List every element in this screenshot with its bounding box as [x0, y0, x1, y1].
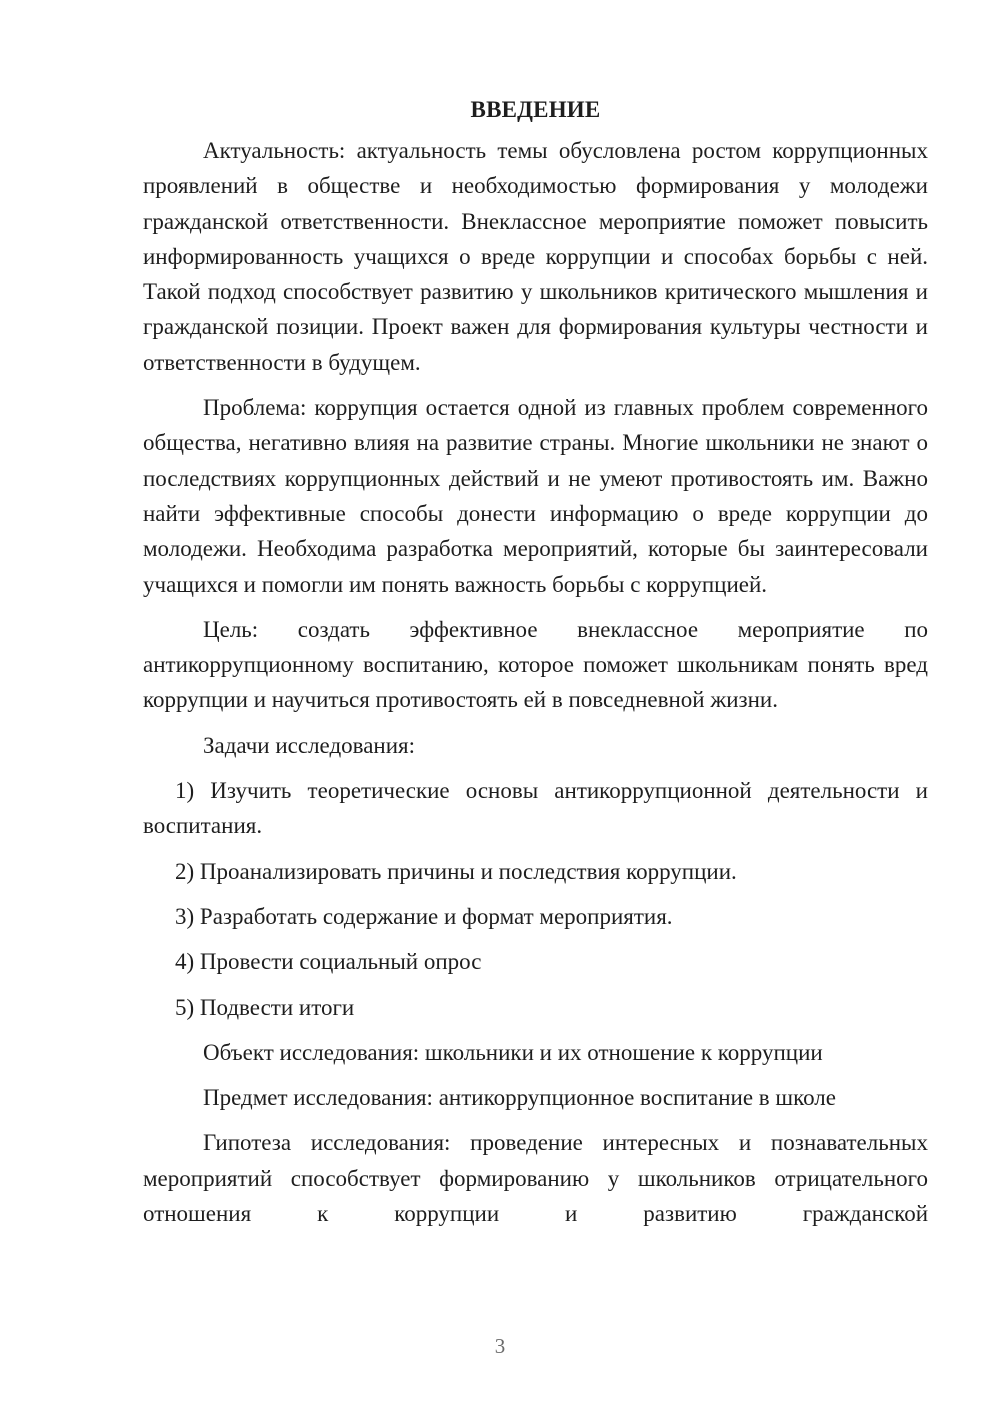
paragraph-subject: Предмет исследования: антикоррупционное воспитание в школе: [203, 1085, 836, 1111]
document-page: [143, 92, 928, 1241]
tasks-heading: Задачи исследования:: [203, 732, 416, 758]
page-number: 3: [494, 1334, 506, 1358]
list-item: 1) Изучить теоретические основы антикоррупционной деятельности и воспитания.: [143, 778, 928, 839]
tasks-list: [143, 773, 928, 1025]
paragraph-relevance: Актуальность: актуальность темы обусловлена ростом коррупционных проявлений в обществе и необходимостью формирования у молодежи гражданской ответственности. Внеклассное мероприятие поможет повысить информированность учащихся о вреде коррупции и способах борьбы с ней. Такой подход способствует развитию у школьников критического мышления и гражданской позиции. Проект важен для формирования культуры честности и ответственности в будущем.: [143, 138, 928, 375]
section-heading: ВВЕДЕНИЕ: [470, 97, 601, 122]
list-item: 4) Провести социальный опрос: [175, 949, 482, 975]
paragraph-hypothesis: Гипотеза исследования: проведение интересных и познавательных мероприятий способствует формированию у школьников отрицательного отношения к коррупции и развитию гражданской: [143, 1130, 928, 1227]
list-item: 2) Проанализировать причины и последствия коррупции.: [175, 858, 737, 884]
paragraph-problem: Проблема: коррупция остается одной из главных проблем современного общества, негативно влияя на развитие страны. Многие школьники не знают о последствиях коррупционных действий и не умеют противостоять им. Важно найти эффективные способы донести информацию о вреде коррупции до молодежи. Необходима разработка мероприятий, которые бы заинтересовали учащихся и помогли им понять важность борьбы с коррупцией.: [143, 395, 928, 597]
paragraph-object: Объект исследования: школьники и их отношение к коррупции: [203, 1039, 823, 1065]
list-item: 3) Разработать содержание и формат мероприятия.: [175, 903, 673, 929]
paragraph-goal: Цель: создать эффективное внеклассное мероприятие по антикоррупционному воспитанию, которое поможет школьникам понять вред коррупции и научиться противостоять ей в повседневной жизни.: [143, 616, 928, 713]
list-item: 5) Подвести итоги: [175, 994, 355, 1020]
